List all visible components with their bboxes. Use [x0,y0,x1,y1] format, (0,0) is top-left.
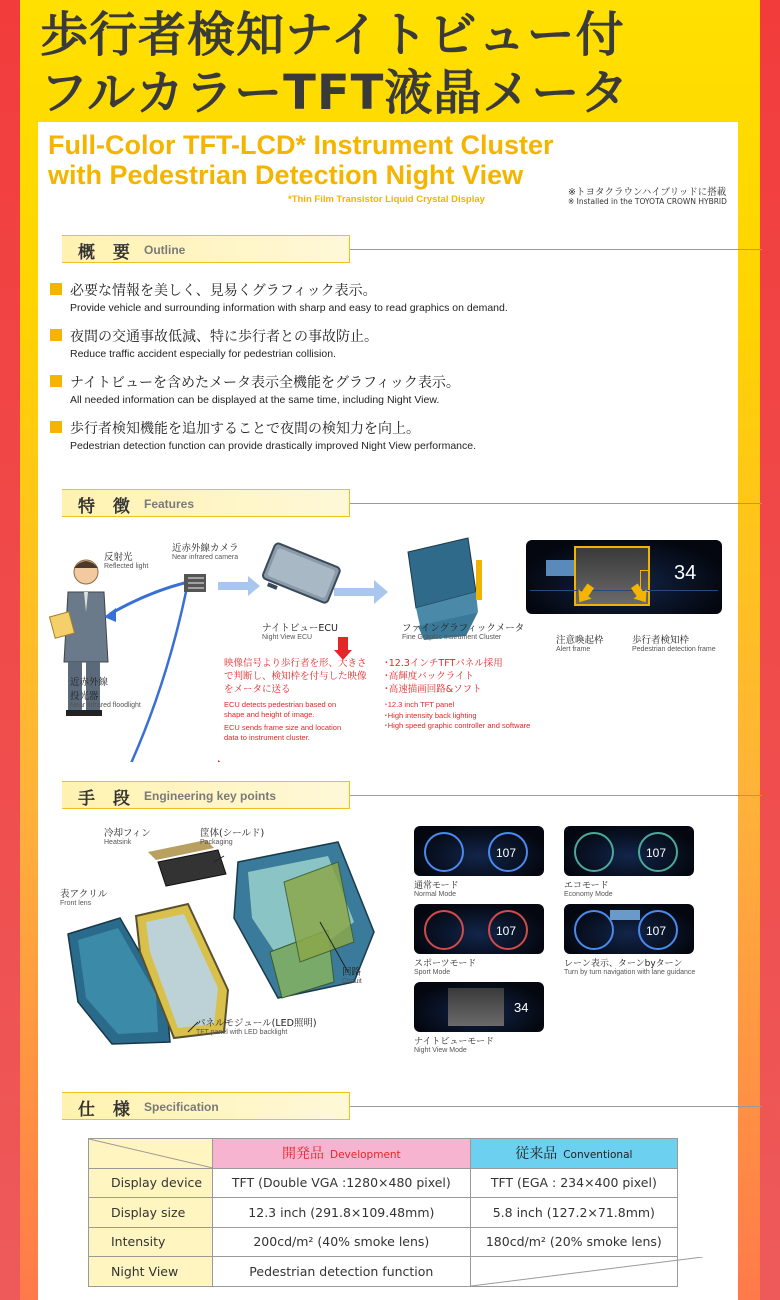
development-cell: Pedestrian detection function [213,1257,471,1287]
label-en: Near infrared camera [172,554,239,561]
desc-line: shape and height of image. [224,710,315,719]
outline-item-en: All needed information can be displayed at the same time, including Night View. [70,394,440,406]
english-title [48,130,554,190]
label-en: Night View Mode [414,1047,467,1054]
spec-table [88,1138,678,1287]
night-view-mode-display [414,982,544,1032]
gauge-left [574,832,614,872]
label-en: Packaging [200,839,233,846]
desc-line: をメータに送る [224,684,291,695]
development-cell: TFT (Double VGA :1280×480 pixel) [213,1168,471,1198]
label-en: Alert frame [556,646,591,653]
alert-frame-label [556,632,604,653]
header-en: Development [329,1149,401,1162]
section-rule [350,1106,762,1107]
label-ja: 回路 [342,967,362,978]
outline-item-ja: ナイトビューを含めたメータ表示全機能をグラフィック表示。 [70,375,460,391]
label-en: Sport Mode [414,969,451,976]
label-en: Near infrared floodlight [70,702,141,709]
label-ja: 注意喚起枠 [556,635,604,646]
frame-arrows [38,122,738,822]
installed-note-en: ※ Installed in the TOYOTA CROWN HYBRID [568,197,727,206]
label-ja: 近赤外線カメラ [172,543,239,554]
header-ja: 開発品 [281,1146,324,1163]
desc-line: data to instrument cluster. [224,733,310,742]
desc-line: ･高速描画回路&ソフト [384,684,482,695]
normal-mode-label [414,878,459,898]
label-ja: 歩行者検知枠 [632,635,690,646]
circuit-label [342,964,362,985]
navigation-mode-label [564,956,695,976]
row-label: Night View [89,1257,213,1287]
table-row [89,1257,678,1287]
packaging-label [200,825,264,846]
gauge-left [424,832,464,872]
gauge-left [424,910,464,950]
header-en: Conventional [563,1149,633,1162]
development-cell: 200cd/m² (40% smoke lens) [213,1227,471,1257]
outline-item-ja: 必要な情報を美しく、見易くグラフィック表示。 [70,283,377,299]
section-title-en: Specification [144,1100,219,1114]
table-row [89,1168,678,1198]
label-ja: パネルモジュール(LED照明) [196,1018,317,1029]
section-title-en: Features [144,497,195,511]
title-line-2: フルカラーTFT液晶メータ [40,65,630,121]
row-label: Display size [89,1198,213,1228]
lane-guidance [610,910,640,920]
development-cell: 12.3 inch (291.8×109.48mm) [213,1198,471,1228]
speed-readout: 34 [514,1000,529,1015]
desc-line: ･高輝度バックライト [384,671,474,682]
economy-mode-display [564,826,694,876]
label-en: Turn by turn navigation with lane guidance [564,969,696,976]
pedestrian-frame-label [632,632,716,653]
desc-line: ･12.3 inch TFT panel [384,700,455,709]
label-ja: 通常モード [414,881,459,891]
outline-item-en: Provide vehicle and surrounding information with sharp and easy to read graphics on demand. [70,302,508,314]
outline-item-en: Reduce traffic accident especially for pedestrian collision. [70,348,336,360]
label-ja: スポーツモード [414,959,477,969]
speed-readout: 107 [496,846,517,860]
installed-note-ja: ※トヨタクラウンハイブリッドに搭載 [568,187,727,198]
sport-mode-label [414,956,476,976]
heatsink-label [104,825,151,846]
outline-item-ja: 夜間の交通事故低減、特に歩行者との事故防止。 [70,329,378,345]
label-en: Reflected light [104,563,149,570]
desc-line: 映像信号より歩行者を形、大きさ [224,658,367,669]
corner-diagonal [89,1139,213,1168]
conventional-cell-empty [470,1257,677,1287]
label-ja: 反射光 [104,552,133,563]
label-ja: 近赤外線 [70,677,109,688]
desc-line: ･12.3インチTFTパネル採用 [384,658,503,669]
night-view-mode-label [414,1034,494,1054]
table-row [89,1198,678,1228]
navigation-mode-display [564,904,694,954]
row-label: Intensity [89,1227,213,1257]
conventional-header [470,1139,677,1169]
section-title-ja: 特 徴 [78,497,136,517]
desc-line: ･High intensity back lighting [384,710,477,720]
conventional-cell: 180cd/m² (20% smoke lens) [470,1227,677,1257]
label-ja: 表アクリル [60,889,108,900]
label-en: Circuit [342,978,362,985]
section-title-ja: 仕 様 [78,1100,136,1120]
speed-readout: 107 [646,846,667,860]
outline-item-en: Pedestrian detection function can provide drastically improved Night View performance. [70,440,477,452]
label-en: Front lens [60,900,92,907]
label-ja: ナイトビューECU [262,623,338,634]
table-header-row [89,1139,678,1169]
label-ja: 筐体(シールド) [200,828,265,839]
section-title-ja: 手 段 [78,789,136,809]
desc-line: ECU detects pedestrian based on [224,700,337,709]
section-title-en: Outline [144,243,186,257]
desc-line: で判断し、検知枠を付与した映像 [224,671,367,682]
label-en: Fine Graphic Instrument Cluster [402,634,502,641]
sport-mode-display [414,904,544,954]
label-ja: エコモード [564,881,609,891]
label-en: TFT panel with LED backlight [196,1029,288,1036]
section-spec-header [62,1092,762,1120]
table-corner [89,1139,213,1169]
speed-readout: 107 [496,924,517,938]
label-en: Normal Mode [414,891,457,898]
label-ja: ナイトビューモード [414,1037,495,1047]
section-title-ja: 概 要 [78,243,136,263]
outline-item-ja: 歩行者検知機能を追加することで夜間の検知力を向上。 [70,421,420,437]
section-engineering-header [62,781,762,809]
speed-readout: 107 [646,924,667,938]
label-ja: ファイングラフィックメータ [402,623,525,634]
en-title-line: with Pedestrian Detection Night View [48,160,524,190]
section-rule [350,795,762,796]
label-en: Heatsink [104,839,132,846]
page-title [40,6,629,122]
left-red-border [0,0,20,1300]
tft-footnote: *Thin Film Transistor Liquid Crystal Display [288,194,485,205]
label-ja: レーン表示、ターンbyターン [564,959,683,969]
label-en: Pedestrian detection frame [632,646,716,653]
right-red-border [760,0,780,1300]
normal-mode-display [414,826,544,876]
label-ja: 冷却フィン [104,828,151,839]
header-ja: 従来品 [515,1146,558,1163]
development-header [213,1139,471,1169]
en-title-line: Full-Color TFT-LCD* Instrument Cluster [48,130,554,160]
desc-line: ･High speed graphic controller and software [384,721,531,730]
section-title-en: Engineering key points [144,789,277,803]
label-ja: 投光器 [70,691,99,702]
label-en: Night View ECU [262,634,313,641]
row-label: Display device [89,1168,213,1198]
label-en: Economy Mode [564,891,613,898]
conventional-cell: 5.8 inch (127.2×71.8mm) [470,1198,677,1228]
conventional-cell: TFT (EGA : 234×400 pixel) [470,1168,677,1198]
gauge-left [574,910,614,950]
empty-cell-diagonal [471,1257,703,1286]
night-camera-image [448,988,504,1026]
front-lens-label [60,886,107,907]
title-line-1: 歩行者検知ナイトビュー付 [40,7,625,63]
tft-panel-label [196,1015,317,1036]
speed-readout: 34 [674,562,697,584]
table-row [89,1227,678,1257]
economy-mode-label [564,878,613,898]
content-panel [38,122,738,1300]
desc-line: ECU sends frame size and location [224,723,342,732]
